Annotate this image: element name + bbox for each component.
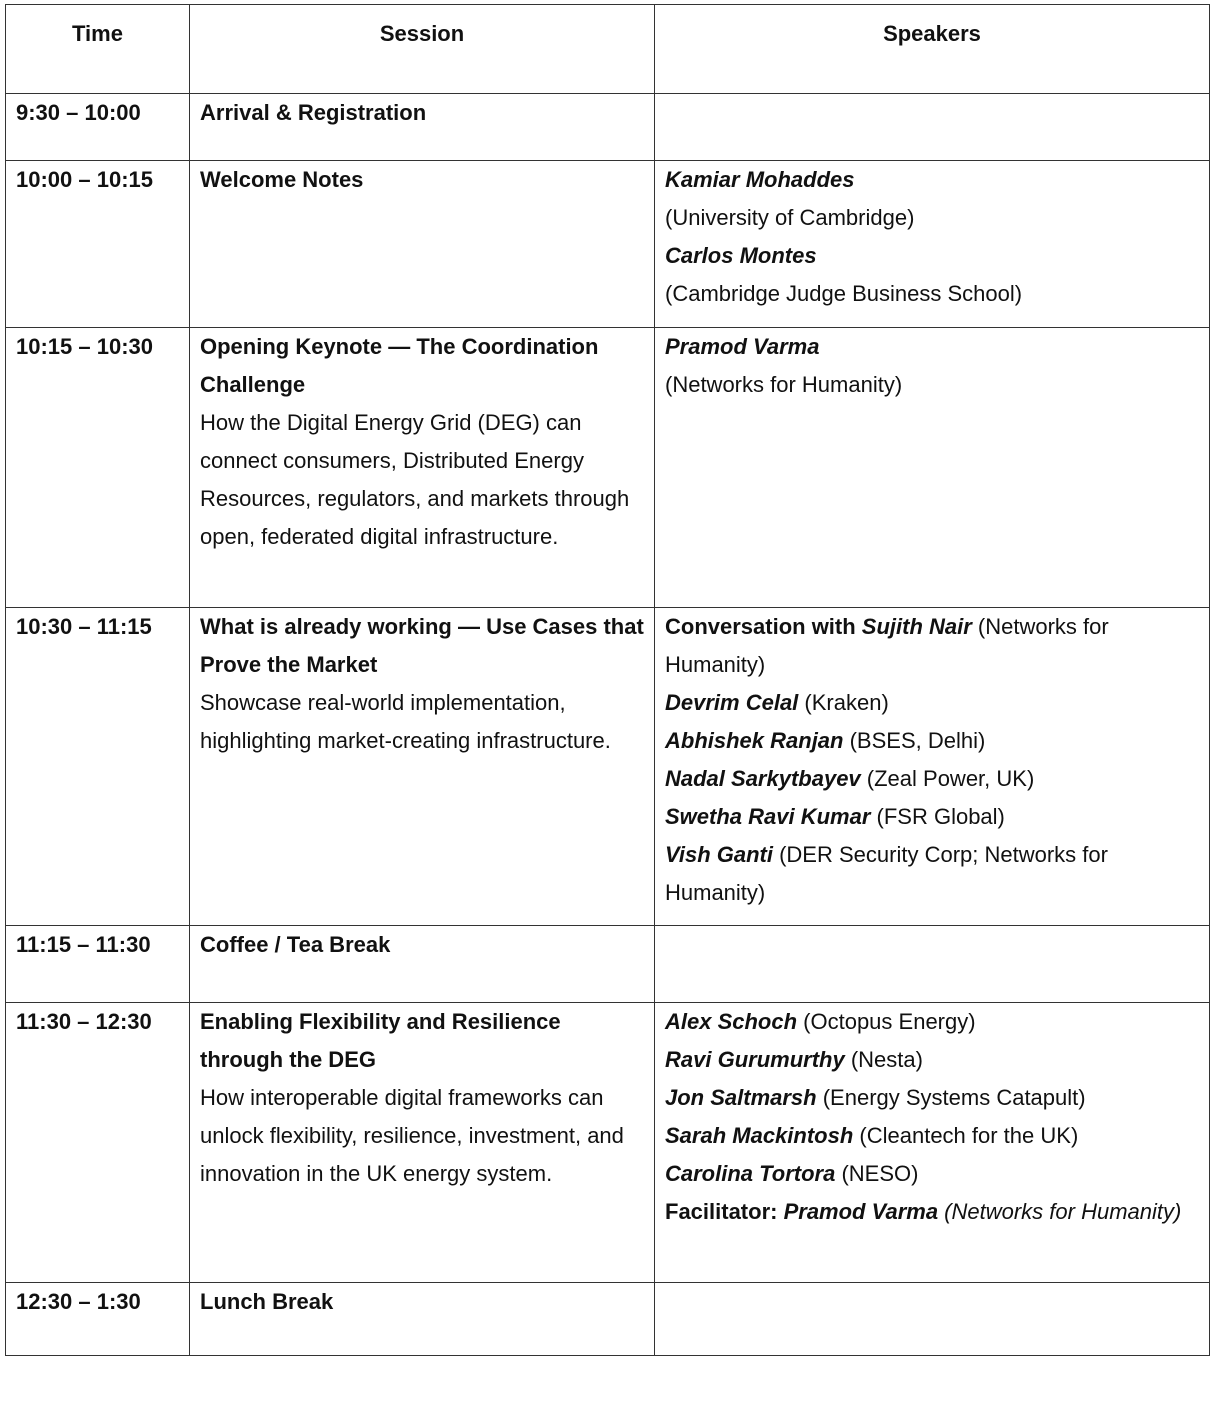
row-speakers [655,1283,1210,1356]
speaker-name: Alex Schoch [665,1009,798,1034]
speaker-affiliation: (Cambridge Judge Business School) [665,281,1023,306]
facilitator-label: Facilitator: [665,1199,784,1224]
table-row [6,328,1210,608]
session-title: Welcome Notes [200,167,364,192]
speaker-line [665,722,1199,760]
speaker-line [665,760,1199,798]
row-time: 9:30 – 10:00 [6,94,190,161]
row-session [190,1003,655,1283]
speaker-line [665,1041,1199,1079]
speaker-line [665,161,1199,199]
speaker-name: Pramod Varma [665,334,820,359]
session-title: Arrival & Registration [200,100,427,125]
row-speakers [655,94,1210,161]
row-session [190,94,655,161]
table-row [6,608,1210,926]
header-time: Time [6,5,190,94]
row-time: 10:30 – 11:15 [6,608,190,926]
session-title: What is already working — Use Cases that Prove the Market [200,614,644,677]
row-session [190,926,655,1003]
row-time: 10:00 – 10:15 [6,161,190,328]
speaker-line [665,1003,1199,1041]
speaker-name: Devrim Celal [665,690,799,715]
row-session [190,328,655,608]
speaker-affiliation: (Networks for Humanity) [665,614,1109,677]
header-row [6,5,1210,94]
speaker-name: Kamiar Mohaddes [665,167,855,192]
speaker-lead: Conversation with [665,614,862,639]
row-session [190,161,655,328]
row-time: 10:15 – 10:30 [6,328,190,608]
table-row [6,94,1210,161]
session-title: Enabling Flexibility and Resilience through the DEG [200,1009,561,1072]
session-description: How the Digital Energy Grid (DEG) can connect consumers, Distributed Energy Resources, regulators, and markets through open, federated digital infrastructure. [200,410,630,549]
table-row [6,1283,1210,1356]
speaker-name: Jon Saltmarsh [665,1085,817,1110]
speaker-name: Sujith Nair [861,614,972,639]
speaker-line [665,1155,1199,1193]
row-speakers [655,1003,1210,1283]
speaker-line [665,1079,1199,1117]
row-session [190,1283,655,1356]
speaker-affiliation: (Energy Systems Catapult) [816,1085,1086,1110]
facilitator-line [665,1193,1199,1231]
speaker-line [665,684,1199,722]
session-description: Showcase real-world implementation, highlighting market-creating infrastructure. [200,690,611,753]
speaker-affiliation: (Zeal Power, UK) [860,766,1035,791]
session-title: Opening Keynote — The Coordination Challenge [200,334,599,397]
row-time: 11:15 – 11:30 [6,926,190,1003]
table-row [6,1003,1210,1283]
speaker-line [665,608,1199,684]
row-speakers [655,161,1210,328]
speaker-affiliation: (Networks for Humanity) [938,1199,1182,1224]
speaker-affiliation: (Kraken) [798,690,889,715]
speaker-name: Sarah Mackintosh [665,1123,854,1148]
row-time: 11:30 – 12:30 [6,1003,190,1283]
speaker-affiliation: (Networks for Humanity) [665,372,903,397]
speaker-name: Carolina Tortora [665,1161,836,1186]
row-session [190,608,655,926]
table-row [6,161,1210,328]
speaker-line [665,237,1199,275]
header-speakers: Speakers [655,5,1210,94]
speaker-line [665,836,1199,912]
speaker-affiliation: (NESO) [835,1161,919,1186]
session-title: Lunch Break [200,1289,334,1314]
row-time: 12:30 – 1:30 [6,1283,190,1356]
header-session: Session [190,5,655,94]
session-description: How interoperable digital frameworks can unlock flexibility, resilience, investment, and innovation in the UK energy system. [200,1085,624,1186]
speaker-affiliation: (BSES, Delhi) [843,728,986,753]
table-row [6,926,1210,1003]
speaker-name: Pramod Varma [783,1199,939,1224]
speaker-line [665,798,1199,836]
speaker-name: Abhishek Ranjan [665,728,844,753]
speaker-name: Carlos Montes [665,243,817,268]
speaker-name: Swetha Ravi Kumar [665,804,871,829]
speaker-affiliation: (DER Security Corp; Networks for Humanity) [665,842,1108,905]
speaker-affiliation: (FSR Global) [870,804,1005,829]
row-speakers [655,328,1210,608]
speaker-affiliation: (University of Cambridge) [665,205,915,230]
speaker-line [665,1117,1199,1155]
speaker-affiliation: (Octopus Energy) [797,1009,976,1034]
speaker-name: Ravi Gurumurthy [665,1047,845,1072]
speaker-affiliation: (Cleantech for the UK) [853,1123,1079,1148]
row-speakers [655,608,1210,926]
speaker-affiliation: (Nesta) [844,1047,923,1072]
speaker-name: Nadal Sarkytbayev [665,766,861,791]
session-title: Coffee / Tea Break [200,932,391,957]
row-speakers [655,926,1210,1003]
speaker-line [665,328,1199,366]
speaker-name: Vish Ganti [665,842,773,867]
agenda-table [5,4,1210,1356]
